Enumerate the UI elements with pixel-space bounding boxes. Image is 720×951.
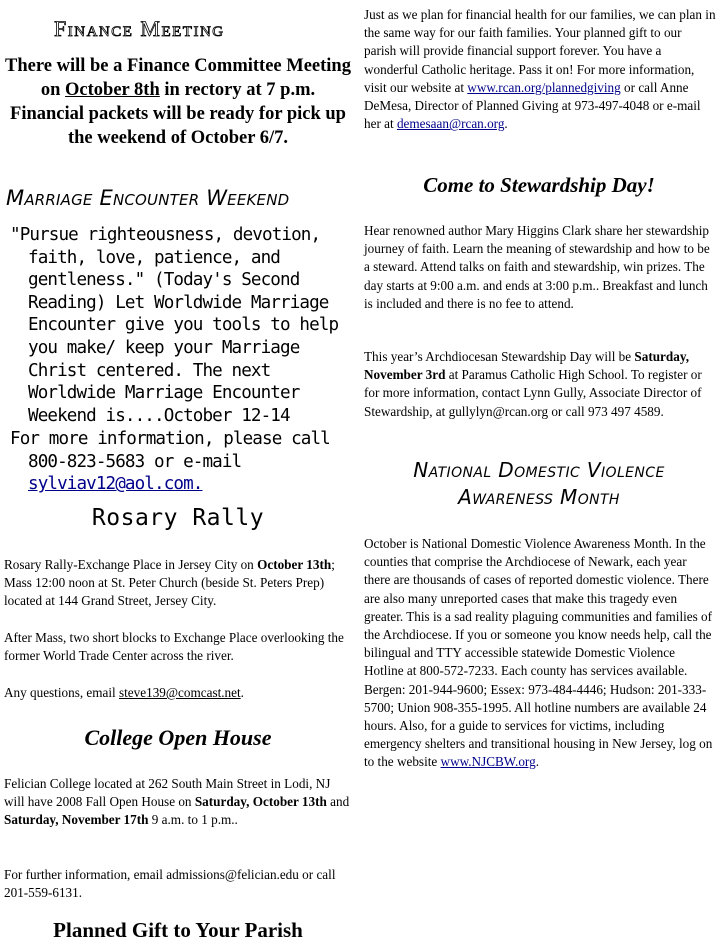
- college-open-house-paragraph-1: Felician College located at 262 South Main Street in Lodi, NJ will have 2008 Fall Open House on Saturday, October 13th and Saturday, November 17th 9 a.m. to 1 p.m..: [4, 776, 350, 828]
- college-open-house-paragraph-2: For further information, email admissions@felician.edu or call 201-559-6131.: [4, 867, 336, 901]
- stewardship-day-heading: Come to Stewardship Day!: [423, 173, 655, 197]
- marriage-encounter-quote: "Pursue righteousness, devotion, faith, love, patience, and gentleness." (Today's Second Reading) Let Worldwide Marriage Encounter give you tools to help you make/ keep your Marriage Christ centered. The next Worldwide Marriage Encounter Weekend is....October 12-14: [10, 225, 339, 426]
- college-open-house-heading: College Open House: [84, 725, 272, 750]
- rosary-rally-paragraph-2: After Mass, two short blocks to Exchange Place overlooking the former World Trade Center across the river.: [4, 630, 344, 664]
- rosary-rally-paragraph-1: Rosary Rally-Exchange Place in Jersey City on October 13th; Mass 12:00 noon at St. Peter Church (beside St. Peters Prep) located at 144 Grand Street, Jersey City.: [4, 557, 335, 609]
- marriage-encounter-email-link[interactable]: sylviav12@aol.com.: [28, 474, 203, 495]
- njcbw-link[interactable]: www.NJCBW.org: [440, 754, 536, 770]
- stewardship-paragraph-1: Hear renowned author Mary Higgins Clark share her stewardship journey of faith. Learn the meaning of stewardship and how to be a steward. Attend talks on faith and stewardship, win prizes. The day starts at 9:00 a.m. and ends at 3:00 p.m.. Breakfast and lunch is included and there is no fee to attend.: [364, 223, 710, 311]
- domestic-violence-heading-line-2: Awareness Month: [458, 485, 620, 509]
- finance-meeting-text: There will be a Finance Committee Meeting on October 8th in rectory at 7 p.m. Financial packets will be ready for pick up the weekend of October 6/7.: [5, 56, 351, 148]
- planned-gift-heading: Planned Gift to Your Parish: [53, 918, 303, 942]
- planned-giving-link[interactable]: www.rcan.org/plannedgiving: [467, 79, 621, 95]
- stewardship-paragraph-2: This year’s Archdiocesan Stewardship Day will be Saturday, November 3rd at Paramus Catholic High School. To register or for more information, contact Lynn Gully, Associate Director of Stewardship, at gullylyn@rcan.org or call 973 497 4589.: [364, 349, 702, 419]
- rosary-rally-paragraph-3: Any questions, email steve139@comcast.net.: [4, 685, 244, 700]
- marriage-encounter-heading: Marriage Encounter Weekend: [6, 186, 290, 210]
- rosary-rally-email-link[interactable]: steve139@comcast.net: [119, 685, 241, 700]
- domestic-violence-heading: [362, 457, 716, 511]
- rosary-rally-heading: Rosary Rally: [91, 505, 265, 531]
- planned-gift-paragraph: Just as we plan for financial health for our families, we can plan in the same way for our faith families. Your planned gift to our parish will provide financial support forever. You have a wonderful Catholic heritage. Pass it on! For more information, visit our website at www.rcan.org/plannedgiving or call Anne DeMesa, Director of Planned Giving at 973-497-4048 or e-mail her at demesaan@rcan.org.: [364, 7, 716, 132]
- domestic-violence-heading-line-1: National Domestic Violence: [413, 458, 665, 482]
- finance-meeting-heading: Finance Meeting: [54, 16, 225, 41]
- finance-meeting-date: October 8th: [65, 80, 160, 100]
- marriage-encounter-info: For more information, please call 800-823-5683 or e-mail sylviav12@aol.com.: [10, 429, 330, 495]
- planned-giving-email-link[interactable]: demesaan@rcan.org: [396, 116, 505, 132]
- domestic-violence-paragraph: October is National Domestic Violence Awareness Month. In the counties that comprise the Archdiocese of Newark, each year there are thousands of cases of reported domestic violence. There are also many unreported cases that make this tragedy even greater. This is a sad reality plaguing communities and families of the Archdiocese. If you or someone you know needs help, call the bilingual and TTY accessible statewide Domestic Violence Hotline at 800-572-7233. Each county has services available. Bergen: 201-944-9600; Essex: 973-484-4446; Hudson: 201-333-5700; Union 908-355-1995. All hotline numbers are available 24 hours. Also, for a guide to services for victims, including emergency shelters and transitional housing in New Jersey, log on to the website www.NJCBW.org.: [364, 536, 713, 770]
